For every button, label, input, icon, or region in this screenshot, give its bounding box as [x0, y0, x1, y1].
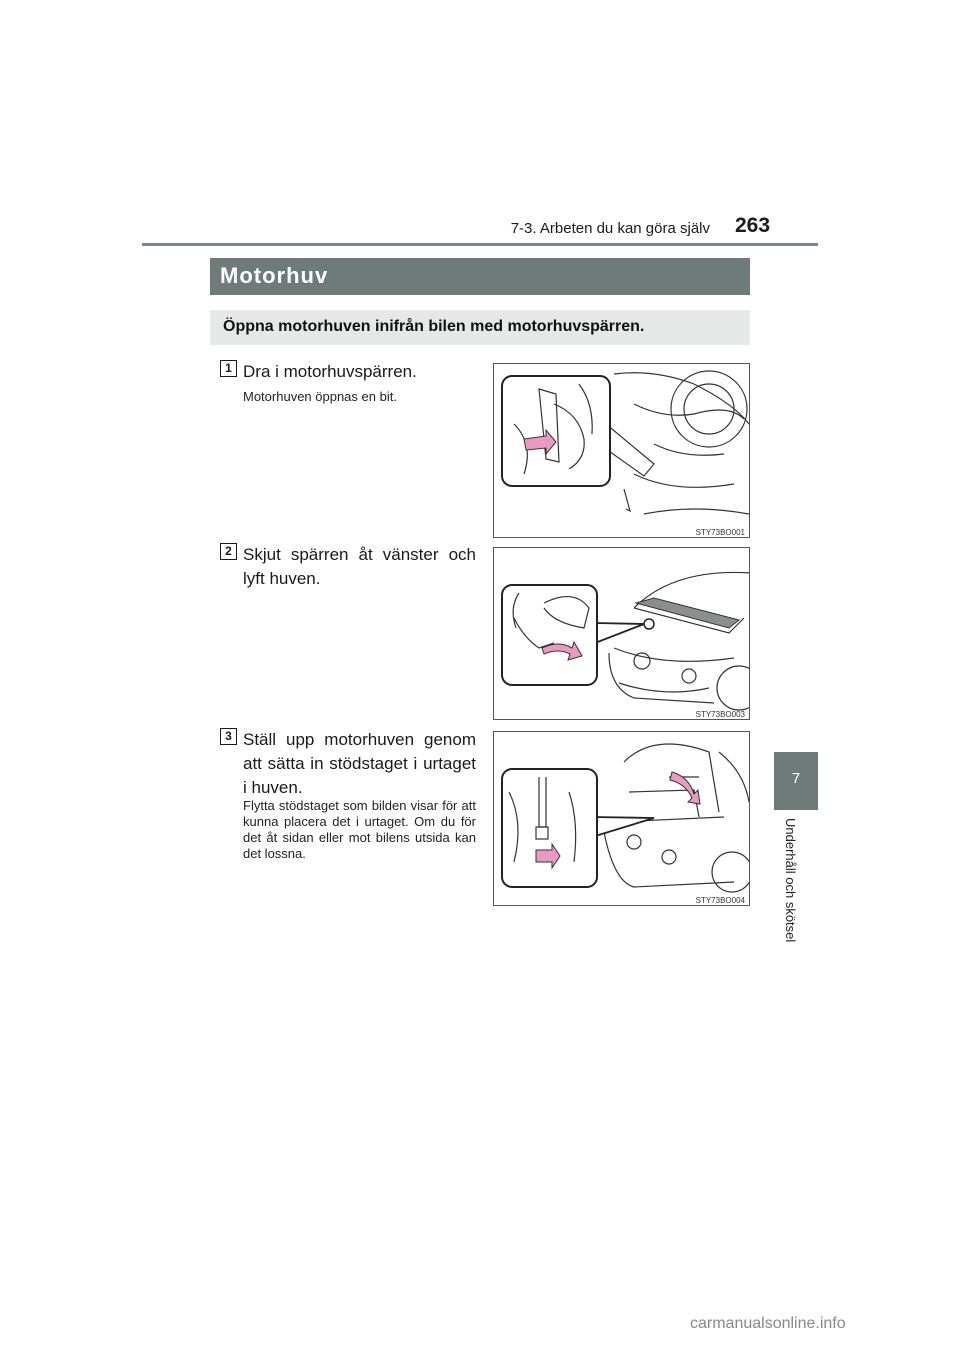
hood-latch-illustration	[494, 548, 750, 720]
figure-2-code: STY73BO003	[695, 710, 745, 719]
subsection-title: Öppna motorhuven inifrån bilen med motorhuvspärren.	[223, 318, 645, 335]
subsection-title-bar	[210, 310, 750, 345]
figure-hood-latch	[493, 547, 750, 720]
section-title: Motorhuv	[220, 263, 329, 288]
header-section-title: 7-3. Arbeten du kan göra själv	[510, 220, 710, 237]
section-title-bar	[210, 258, 750, 295]
step-3-note: Flytta stödstaget som bilden visar för att kunna placera det i urtaget. Om du för det åt sidan eller mot bilens utsida kan det lossna.	[243, 798, 476, 861]
step-number-1: 1	[220, 360, 237, 377]
page-number: 263	[735, 214, 771, 237]
chapter-number: 7	[791, 770, 801, 787]
step-2-text: Skjut spärren åt vänster och lyft huven.	[243, 545, 476, 588]
chapter-label: Underhåll och skötsel	[783, 818, 798, 943]
figure-1-code: STY73BO001	[695, 528, 745, 537]
step-number-3: 3	[220, 728, 237, 745]
step-1-note: Motorhuven öppnas en bit.	[243, 389, 397, 404]
watermark: carmanualsonline.info	[690, 1315, 846, 1332]
step-1-text: Dra i motorhuvspärren.	[243, 362, 417, 381]
support-rod-illustration	[494, 732, 750, 906]
figure-3-code: STY73BO004	[695, 896, 745, 905]
figure-hood-release-lever	[493, 363, 750, 538]
hood-release-illustration	[494, 364, 750, 538]
step-number-2: 2	[220, 543, 237, 560]
header-rule	[142, 243, 818, 246]
step-3-text: Ställ upp motorhuven genom att sätta in stödstaget i urtaget i huven.	[243, 730, 476, 797]
chapter-label-container	[783, 818, 808, 958]
figure-hood-support-rod	[493, 731, 750, 906]
chapter-tab	[774, 752, 818, 810]
